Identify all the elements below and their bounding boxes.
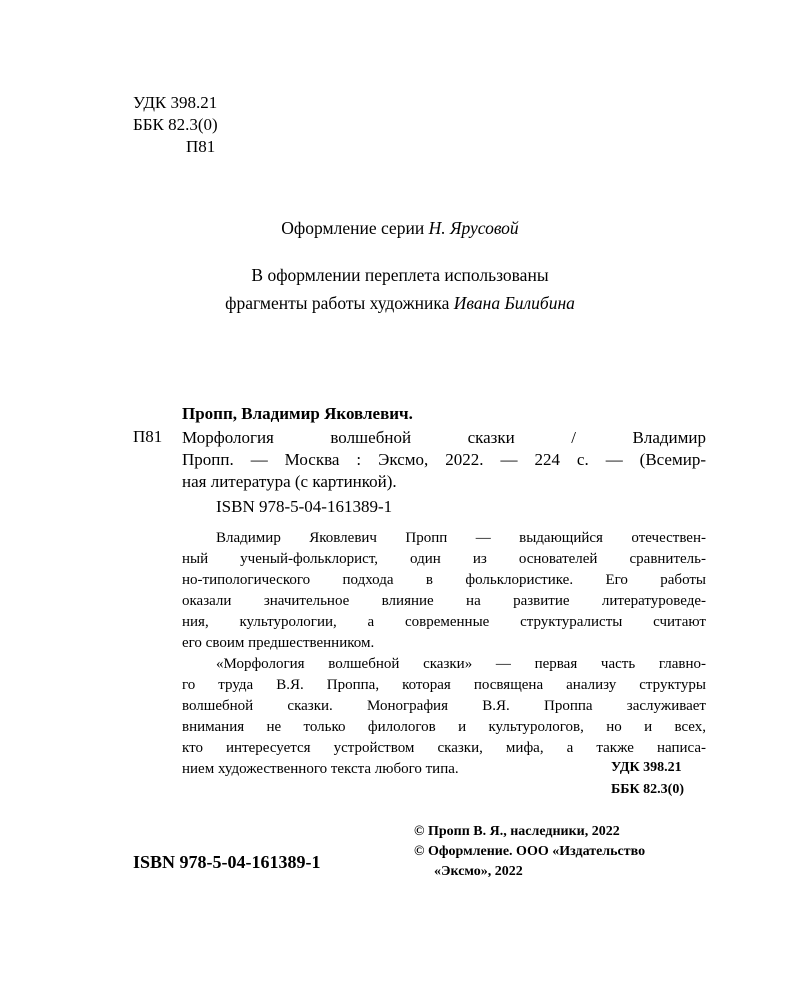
binding-note-line2: фрагменты работы художника bbox=[225, 293, 450, 313]
abstract-line: внимания не только филологов и культурологов, но и всех, bbox=[182, 719, 706, 735]
series-design-credit bbox=[0, 218, 800, 239]
classification-codes-right bbox=[611, 757, 684, 801]
abstract-line: ный ученый-фольклорист, один из основателей сравнитель- bbox=[182, 551, 706, 567]
bibliography-record bbox=[182, 427, 706, 493]
classification-codes bbox=[133, 92, 218, 158]
artist-name: Ивана Билибина bbox=[453, 293, 575, 313]
abstract-line: кто интересуется устройством сказки, мифа, а также написа- bbox=[182, 740, 706, 756]
abstract-line: волшебной сказки. Монография В.Я. Проппа заслуживает bbox=[182, 698, 706, 714]
series-designer-name: Н. Ярусовой bbox=[428, 218, 519, 238]
bibliography-line: Морфология волшебной сказки / Владимир bbox=[182, 428, 706, 447]
abstract-line: го труда В.Я. Проппа, которая посвящена анализу структуры bbox=[182, 677, 706, 693]
series-design-text: Оформление серии bbox=[281, 218, 425, 238]
abstract-line: «Морфология волшебной сказки» — первая часть главно- bbox=[216, 656, 706, 672]
bibliography-isbn: ISBN 978-5-04-161389-1 bbox=[216, 497, 393, 516]
abstract-line: его своим предшественником. bbox=[182, 635, 375, 651]
bibliography-line: Пропп. — Москва : Эксмо, 2022. — 224 с. — (Всемир- bbox=[182, 450, 706, 469]
bbk-code-right: ББК 82.3(0) bbox=[611, 782, 684, 797]
bbk-code: ББК 82.3(0) bbox=[133, 115, 218, 134]
abstract-line: ния, культурологии, а современные структуралисты считают bbox=[182, 614, 706, 630]
copyright-line: © Пропп В. Я., наследники, 2022 bbox=[414, 824, 620, 839]
abstract bbox=[182, 528, 706, 780]
bibliography-line: ная литература (с картинкой). bbox=[182, 472, 397, 491]
isbn-bottom: ISBN 978-5-04-161389-1 bbox=[133, 852, 321, 872]
bibliography-author: Пропп, Владимир Яковлевич. bbox=[182, 404, 413, 423]
abstract-line: Владимир Яковлевич Пропп — выдающийся отечествен- bbox=[216, 530, 706, 546]
copyright-line: «Эксмо», 2022 bbox=[434, 864, 523, 879]
abstract-line: оказали значительное влияние на развитие литературоведе- bbox=[182, 593, 706, 609]
bibliography-code: П81 bbox=[133, 427, 163, 446]
udk-code-right: УДК 398.21 bbox=[611, 760, 682, 775]
binding-note bbox=[0, 261, 800, 317]
binding-note-line1: В оформлении переплета использованы bbox=[251, 265, 549, 285]
copyright-line: © Оформление. ООО «Издательство bbox=[414, 844, 646, 859]
abstract-line: но-типологического подхода в фольклористике. Его работы bbox=[182, 572, 706, 588]
author-code: П81 bbox=[186, 137, 216, 156]
abstract-line: нием художественного текста любого типа. bbox=[182, 761, 459, 777]
udk-code: УДК 398.21 bbox=[133, 93, 218, 112]
copyright-notice bbox=[414, 822, 645, 882]
